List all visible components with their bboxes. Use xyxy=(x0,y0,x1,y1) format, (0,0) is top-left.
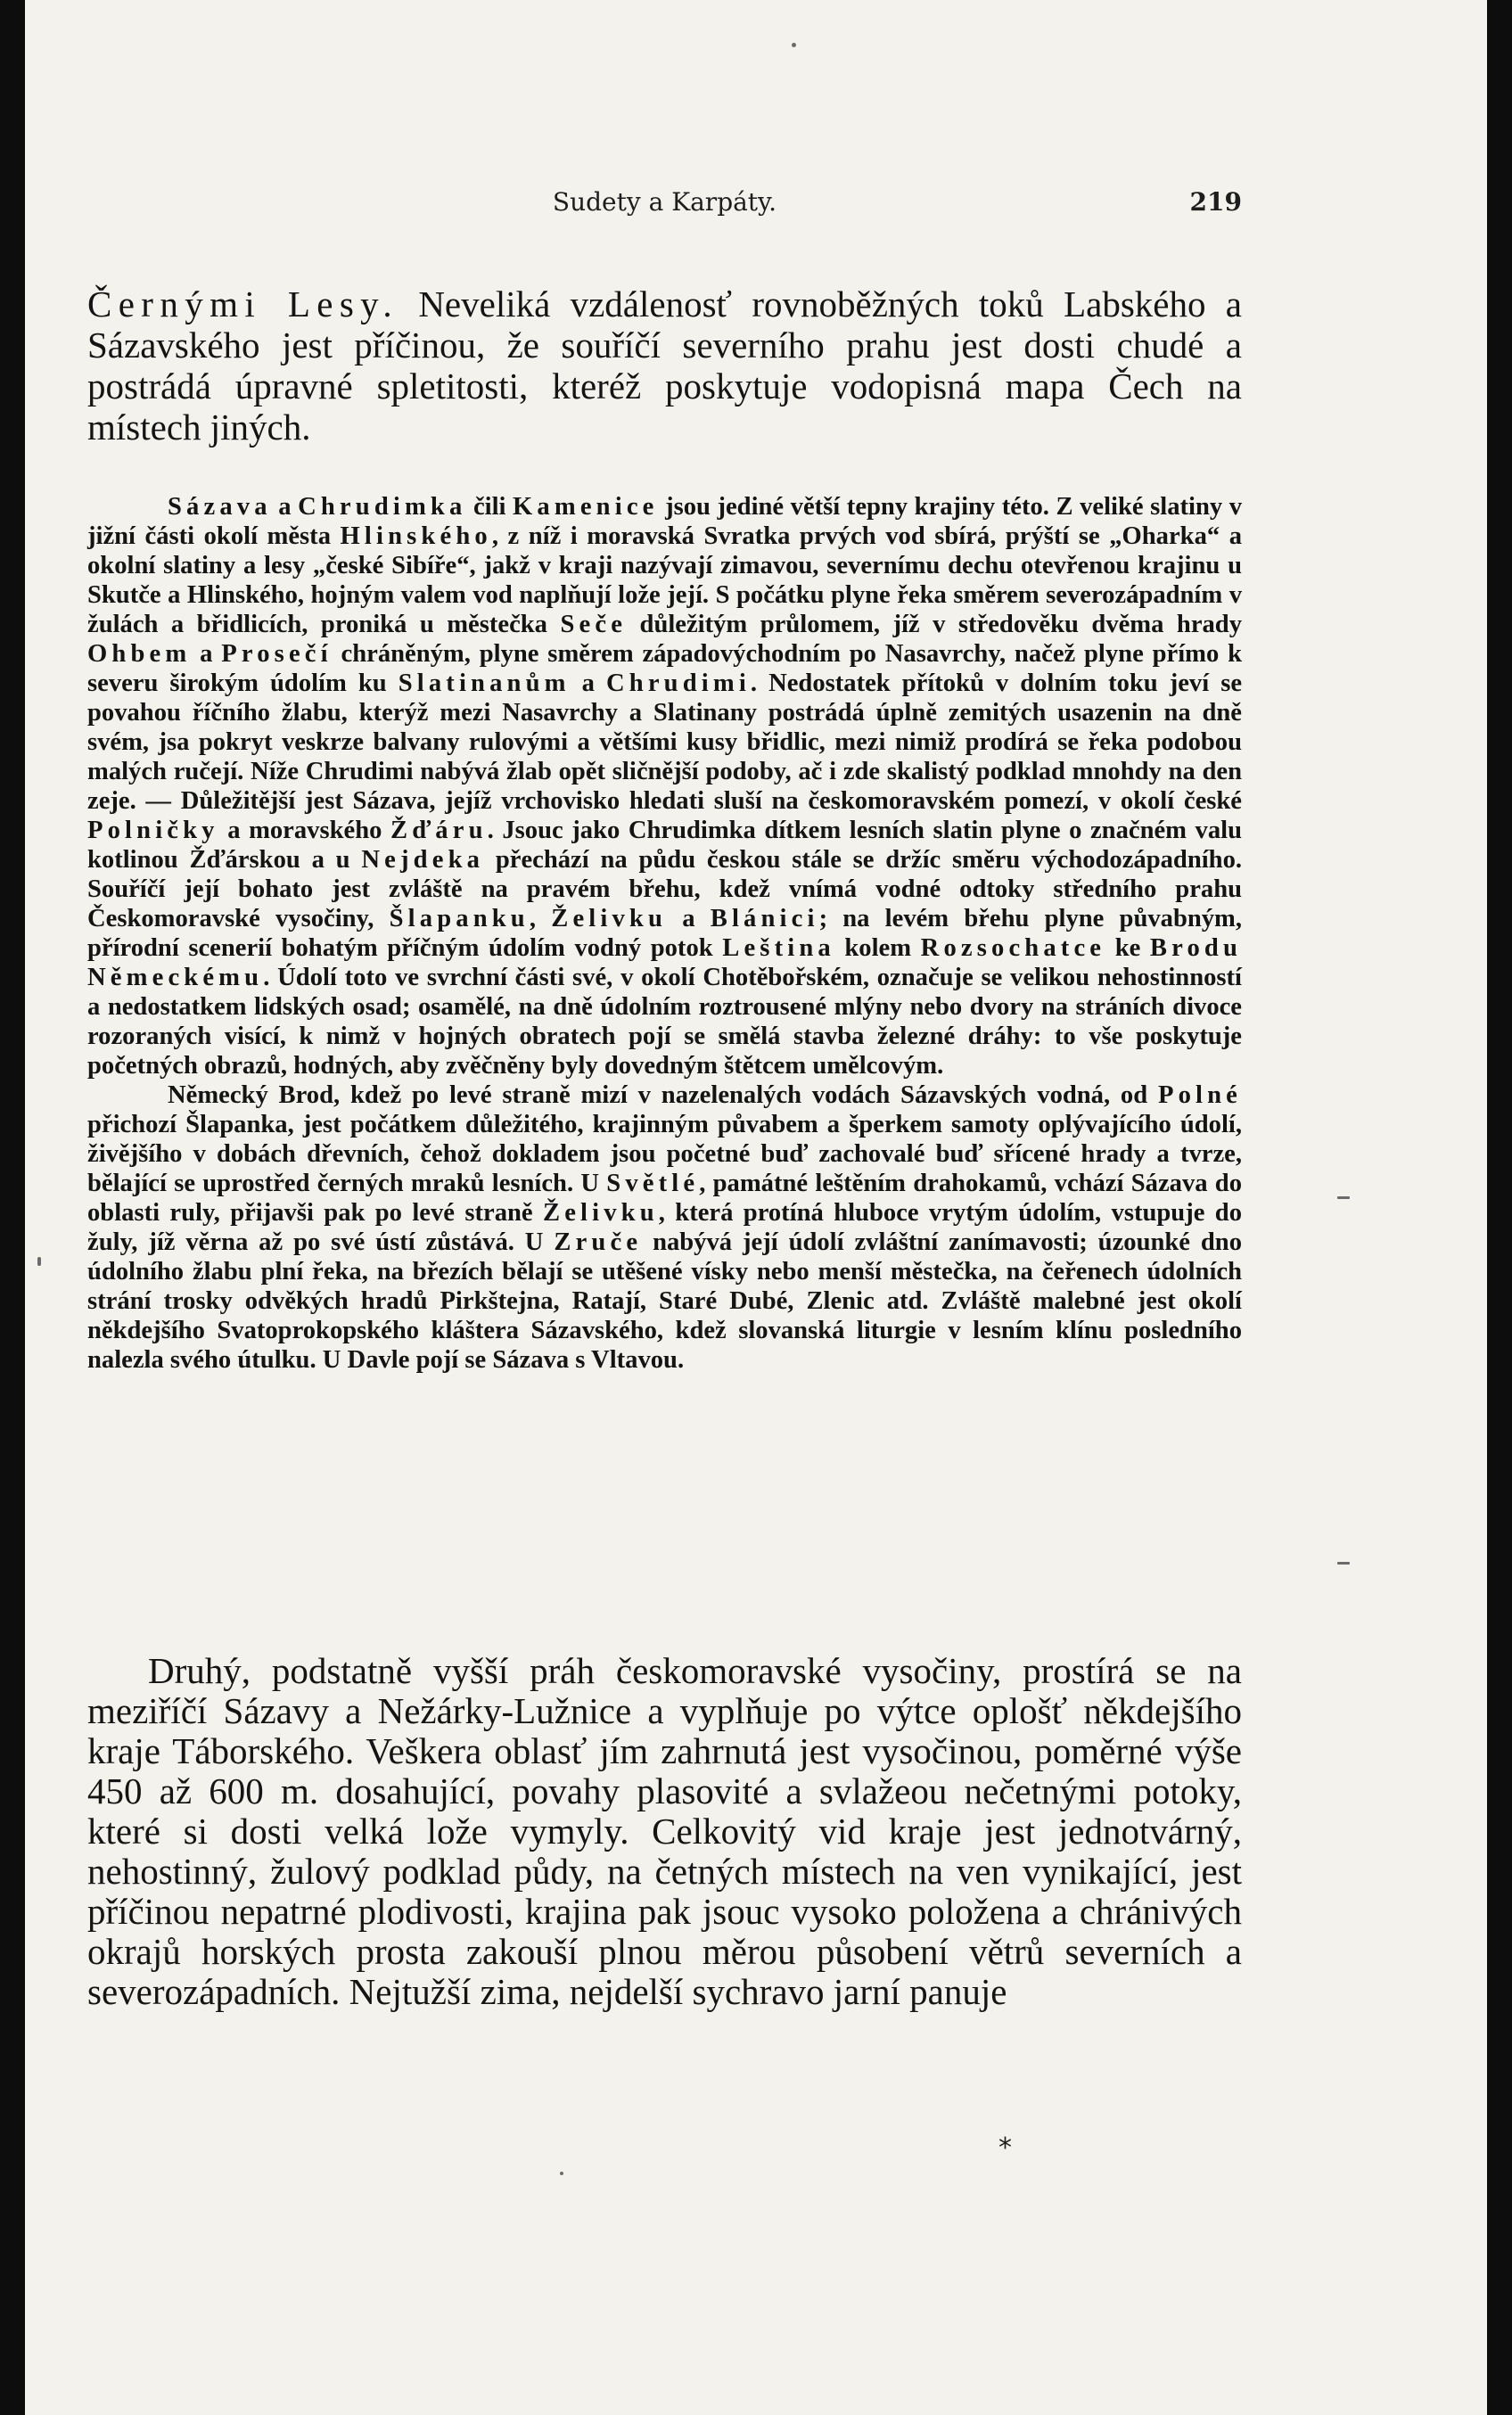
ink-speck xyxy=(37,1257,41,1266)
text-run: přichozí Šlapanka, jest počátkem důležitého, krajinným půvabem a šperkem samoty oplývajícího údolí, živějšího v dobách dřevních, čehož dokladem jsou početné buď zachovalé buď sřícené hrady a tvrze, bělající se uprostřed černých mraků lesních. U xyxy=(87,1111,1242,1197)
text-run: , která protíná hluboce vrytým údolím, vstupuje do žuly, jíž věrna až po své ústí zůstává. U xyxy=(87,1199,1242,1256)
ink-speck xyxy=(1337,1196,1350,1199)
spaced-term: Sázava xyxy=(168,493,272,521)
spaced-term: Želivku xyxy=(551,905,668,932)
spaced-term: Žďáru xyxy=(390,817,488,844)
ink-speck xyxy=(560,2172,563,2175)
text-run: Německý Brod, kdež po levé straně mizí v nazelenalých vodách Sázavských vodná, od xyxy=(168,1081,1158,1109)
text-run: ; na levém břehu plyne půvabným, přírodní scenerií bohatým příčným údolím vodný potok xyxy=(87,905,1243,962)
text-run: a xyxy=(570,669,606,697)
text-run: a xyxy=(667,905,711,932)
spaced-term: Šlapanku xyxy=(389,905,530,932)
text-run: . Nedostatek přítoků v dolním toku jeví se povahou říčního žlabu, kterýž mezi Nasavrchy a Slatinany postrádá úplně zemitých usazenin na dně svém, jsa pokryt veskrze balvany rulovými a většími kusy břidlic, mezi nimiž prodírá se řeka podobou malých ručejí. Níže Chrudimi nabývá žlab opět sličnější podoby, ač i zde skalistý podklad mnohdy na den zeje. — Důležitější jest Sázava, jejíž vrchovisko hledati sluší na českomoravském pomezí, v okolí české xyxy=(87,669,1243,815)
spaced-term: Prosečí xyxy=(221,640,333,668)
spaced-term: Brodu Německému xyxy=(87,934,1243,991)
text-run: nabývá její údolí zvláštní zanímavosti; úzounké dno údolního žlabu plní řeka, na březích bělají se utěšené vísky nebo menší městečka, na čeřenech údolních strání trosky odvěkých hradů Pirkštejna, Ratají, Staré Dubé, Zlenic atd. Zvláště malebné jest okolí někdejšího Svatoprokopského kláštera Sázavského, kdež slovanská liturgie v lesním klínu posledního nalezla svého útulku. U Davle pojí se Sázava s Vltavou. xyxy=(87,1228,1242,1374)
text-run: přechází na půdu českou stále se držíc směru východozápadního. Souříčí její bohato jest zvláště na pravém břehu, kdež vnímá vodné odtoky středního prahu Českomoravské vysočiny, xyxy=(87,846,1243,932)
spaced-term: Chrudimi xyxy=(605,669,751,697)
spaced-term: Leština xyxy=(722,934,835,962)
spaced-term: Polničky xyxy=(87,817,219,844)
footer-asterisk: * xyxy=(998,2132,1012,2164)
text-run: ke xyxy=(1105,934,1150,962)
text-run: , xyxy=(529,905,552,932)
spaced-term: Kamenice xyxy=(513,493,659,521)
text-run: a moravského xyxy=(218,817,390,844)
spaced-term: Blánici xyxy=(710,905,819,932)
text-run: , z níž i moravská Svratka prvých vod sbírá, prýští se „Oharka“ a okolní slatiny a lesy „české Sibíře“, jakž v kraji nazývají zimavou, severnímu dechu otevřenou krajinu u Skutče a Hlinského, hojným valem vod naplňují lože její. S počátku plyne řeka směrem severozápadním v žulách a břidlicích, proniká u městečka xyxy=(87,522,1242,638)
text-run: jsou jediné větší tepny krajiny této. Z veliké slatiny v jižní části okolí města xyxy=(87,493,1243,550)
text-run: a xyxy=(271,493,299,521)
page-number: 219 xyxy=(1189,187,1242,217)
spaced-lead: Černými Lesy. xyxy=(87,283,399,324)
paragraph-text: Neveliká vzdálenosť rovnoběžných toků Labského a Sázavského jest příčinou, že souříčí severního prahu jest dosti chudé a postrádá úpravné spletitosti, kteréž poskytuje vodopisná mapa Čech na místech jiných. xyxy=(87,283,1242,448)
ink-speck xyxy=(1337,1562,1350,1565)
spaced-term: Světlé xyxy=(606,1170,700,1197)
spaced-term: Nejdeka xyxy=(361,846,485,874)
spaced-term: Hlinského xyxy=(340,522,492,550)
text-run: kolem xyxy=(834,934,921,962)
spaced-term: Slatinanům xyxy=(398,669,571,697)
text-run: a xyxy=(191,640,222,668)
spaced-term: Zruče xyxy=(554,1228,643,1256)
spaced-term: Ohbem xyxy=(87,640,192,668)
running-title: Sudety a Karpáty. xyxy=(552,187,777,217)
paragraph-bottom: Druhý, podstatně vyšší práh českomoravské vysočiny, prostírá se na meziříčí Sázavy a Nežárky-Lužnice a vyplňuje po výtce oplošť někdejšího kraje Táborského. Veškera oblasť jím zahrnutá jest vysočinou, poměrné výše 450 až 600 m. dosahující, povahy plasovité a svlažeou nečetnými potoky, které si dosti velká lože vymyly. Celkovitý vid kraje jest jednotvárný, nehostinný, žulový podklad půdy, na četných místech na ven vynikající, jest příčinou nepatrné plodivosti, krajina pak jsouc vysoko položena a chránivých okrajů horských prosta zakouší plnou měrou působení větrů severních a severozápadních. Nejtužší zima, nejdelší sychravo jarní panuje xyxy=(87,1650,1242,2012)
text-run: chráněným, plyne směrem západovýchodním po Nasavrchy, načež plyne přímo k severu širokým údolím ku xyxy=(87,640,1243,697)
book-page xyxy=(25,0,1487,2415)
spaced-term: Rozsochatce xyxy=(920,934,1106,962)
spaced-term: Chrudimka xyxy=(298,493,467,521)
text-run: důležitým průlomem, jíž v středověku dvěma hrady xyxy=(627,611,1243,638)
paragraph-top xyxy=(87,283,1242,448)
small-print-block-2 xyxy=(87,1080,1242,1375)
spaced-term: Polné xyxy=(1157,1081,1242,1109)
running-head xyxy=(87,187,1242,223)
paragraph-small-print xyxy=(87,492,1242,1375)
spaced-term: Želivku xyxy=(542,1199,659,1227)
text-run: . Údolí toto ve svrchní části své, v okolí Chotěbořském, označuje se velikou nehostinností a nedostatkem lidských osad; osamělé, na dně údolním roztrousené mlýny nebo dvory na stráních divoce rozoraných visící, k nimž v hojných obratech pojí se smělá stavba železné dráhy: to vše poskytuje početných obrazů, hodných, aby zvěčněny byly dovedným štětcem umělcovým. xyxy=(87,964,1242,1080)
ink-speck xyxy=(792,43,796,47)
text-run: . Jsouc jako Chrudimka dítkem lesních slatin plyne o značném valu kotlinou Žďárskou a u xyxy=(87,817,1242,874)
spaced-term: Seče xyxy=(560,611,628,638)
small-print-block-1 xyxy=(87,492,1242,1080)
text-run: , památné leštěním drahokamů, vchází Sázava do oblasti ruly, přijavši pak po levé straně xyxy=(87,1170,1242,1227)
text-run: čili xyxy=(466,493,514,521)
